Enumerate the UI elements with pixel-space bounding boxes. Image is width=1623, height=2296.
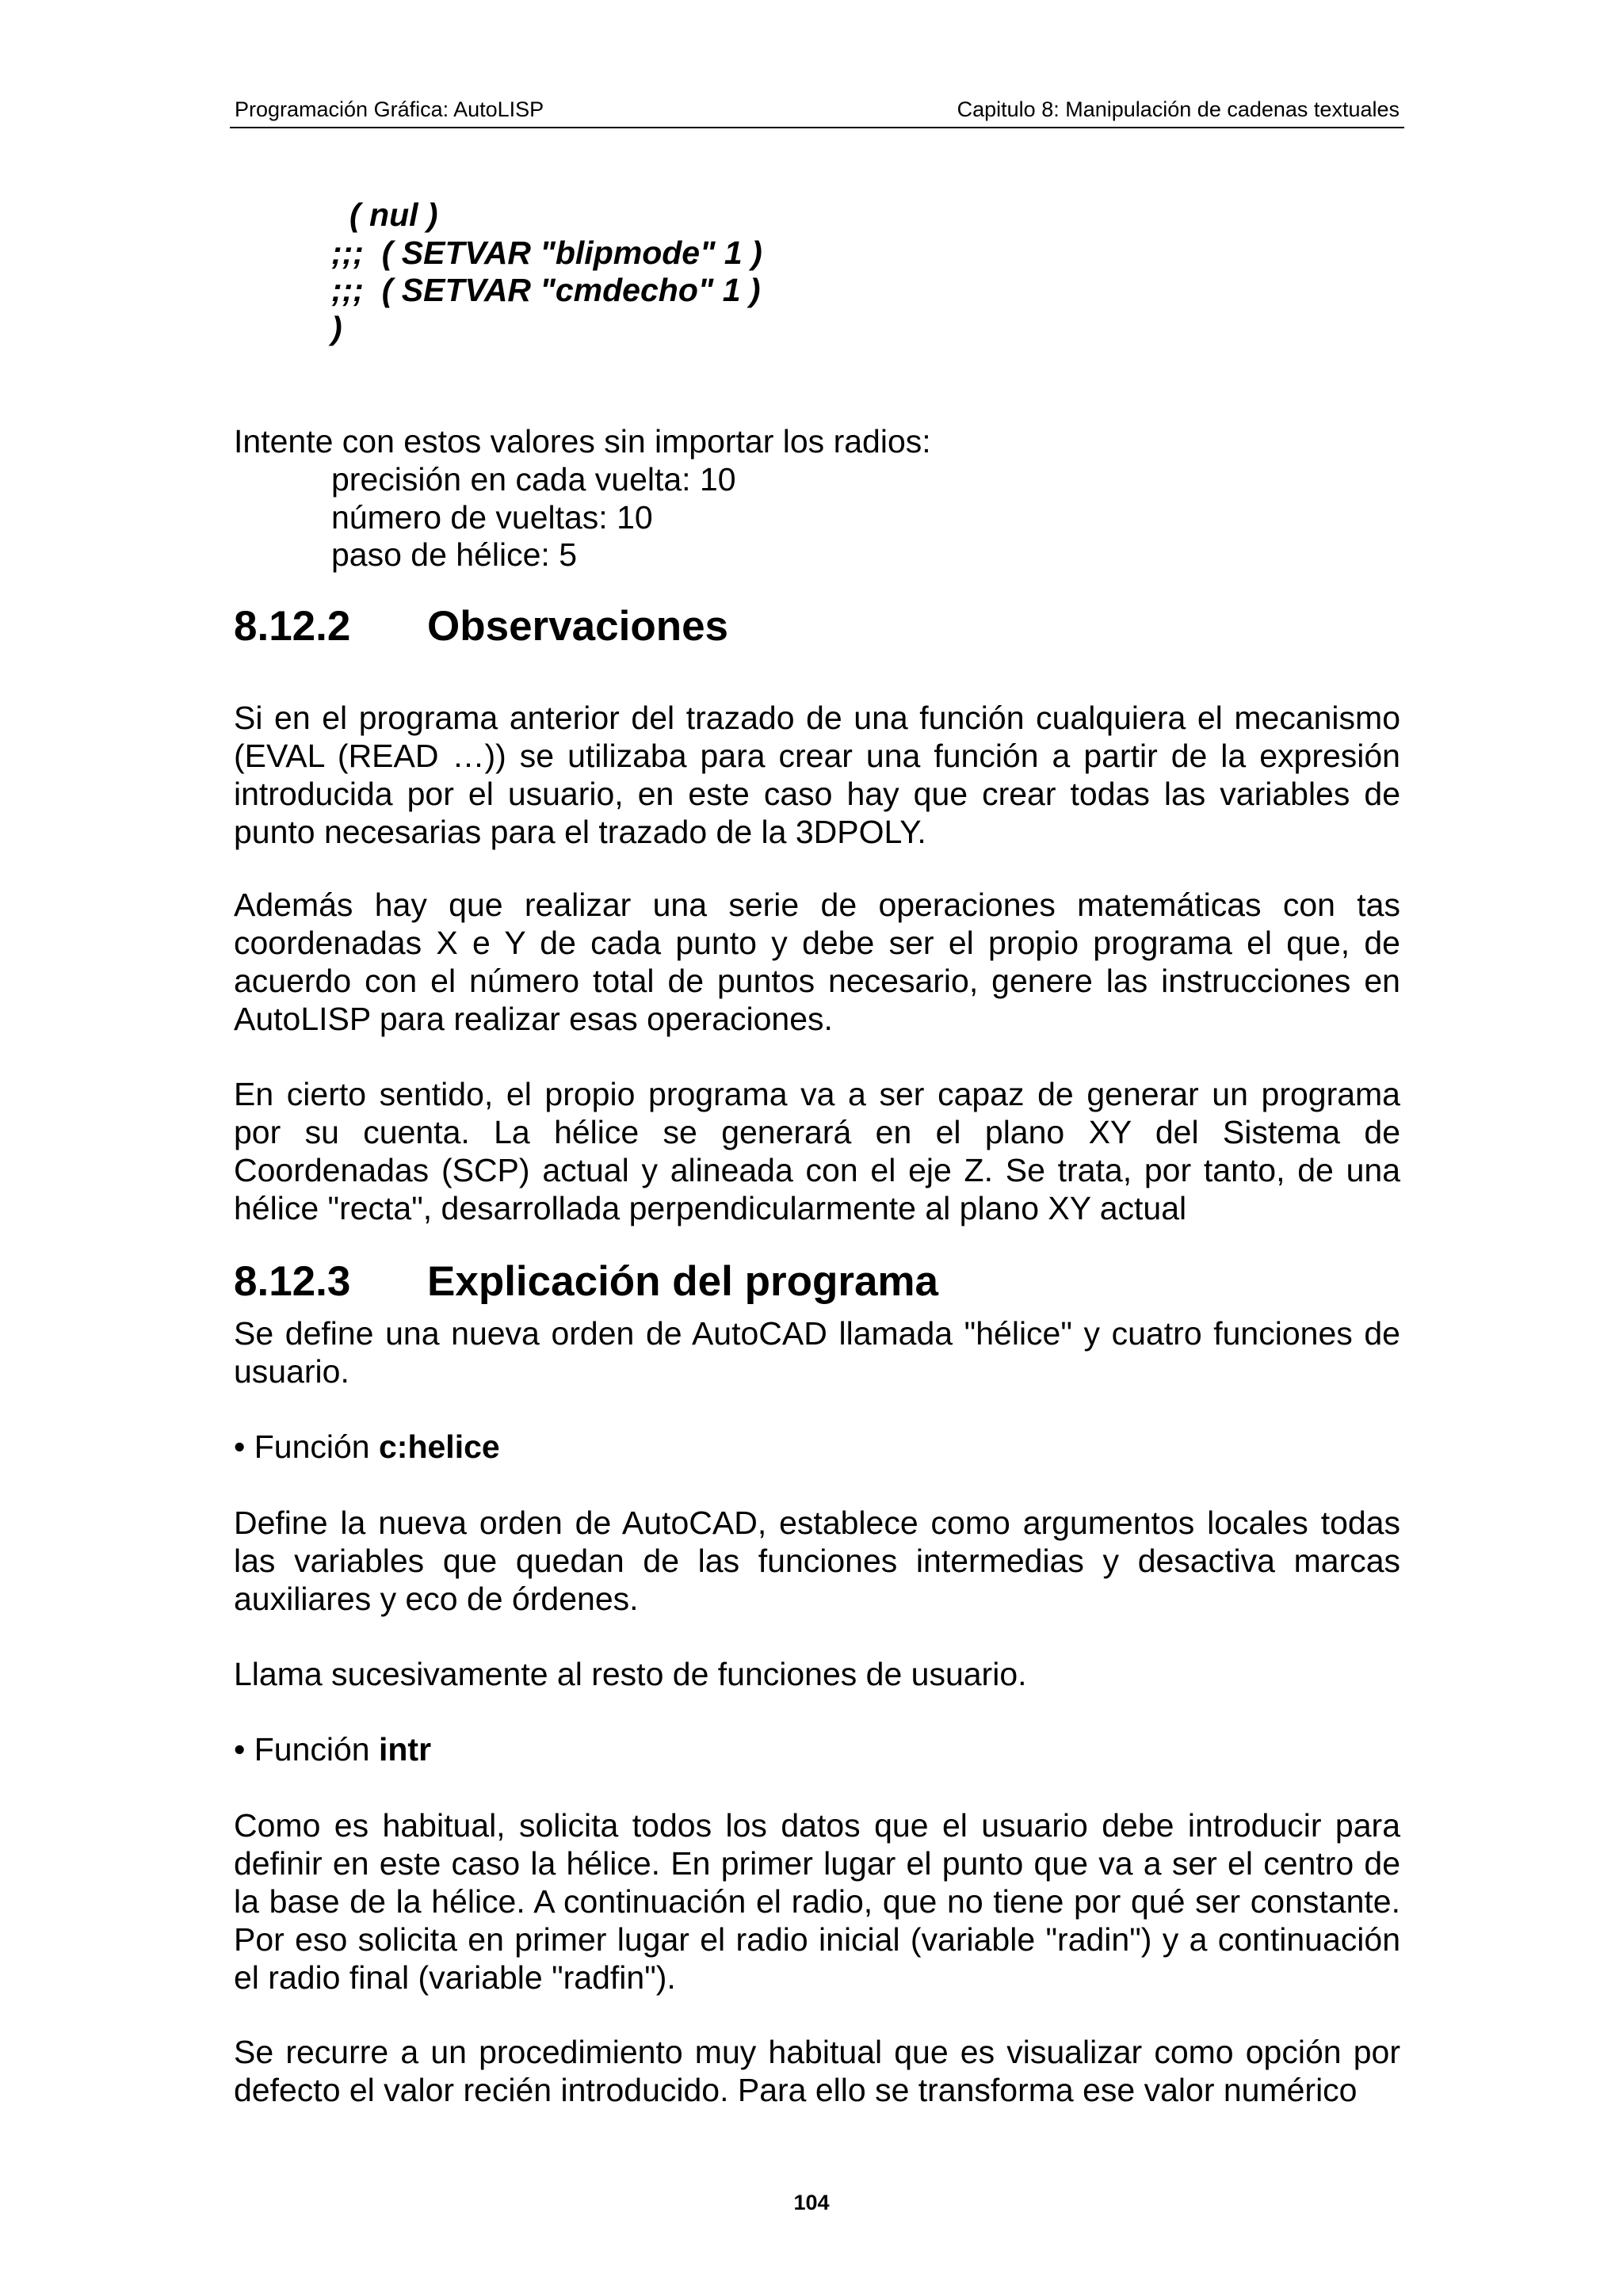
header-book-title: Programación Gráfica: AutoLISP	[235, 97, 544, 121]
paragraph: En cierto sentido, el propio programa va a ser capaz de generar un programa por su cuenta. La hélice se generará en el plano XY del Sistema de Coordenadas (SCP) actual y alineada con el eje Z. Se trata, por tanto, de una hélice "recta", desarrollada perpendicularmente al plano XY actual	[234, 1076, 1400, 1226]
section-heading	[234, 1258, 938, 1306]
code-line: ( nul )	[349, 196, 438, 233]
section-title: Explicación del programa	[427, 1258, 939, 1305]
section-number: 8.12.2	[234, 603, 351, 650]
section-heading	[234, 603, 728, 650]
value-item: paso de hélice: 5	[331, 536, 578, 573]
code-line: ;;; ( SETVAR "blipmode" 1 )	[331, 235, 762, 271]
paragraph: Se recurre a un procedimiento muy habitual que es visualizar como opción por defecto el valor recién introducido. Para ello se transforma ese valor numérico	[234, 2034, 1400, 2108]
running-header	[230, 92, 1404, 128]
function-name: intr	[379, 1731, 432, 1768]
function-bullet	[234, 1428, 500, 1466]
paragraph: Como es habitual, solicita todos los datos que el usuario debe introducir para definir en este caso la hélice. En primer lugar el punto que va a ser el centro de la base de la hélice. A continuación el radio, que no tiene por qué ser constante. Por eso solicita en primer lugar el radio inicial (variable "radin") y a continuación el radio final (variable "radfin").	[234, 1807, 1400, 1996]
section-number: 8.12.3	[234, 1258, 351, 1305]
code-line: )	[331, 310, 342, 346]
code-line: ;;; ( SETVAR "cmdecho" 1 )	[331, 272, 761, 308]
paragraph: Llama sucesivamente al resto de funciones de usuario.	[234, 1656, 1027, 1692]
paragraph: Se define una nueva orden de AutoCAD llamada "hélice" y cuatro funciones de usuario.	[234, 1315, 1400, 1390]
paragraph: Define la nueva orden de AutoCAD, establece como argumentos locales todas las variables que quedan de las funciones intermedias y desactiva marcas auxiliares y eco de órdenes.	[234, 1505, 1400, 1617]
bullet-prefix: • Función	[234, 1428, 379, 1465]
value-item: precisión en cada vuelta: 10	[331, 461, 736, 498]
value-item: número de vueltas: 10	[331, 499, 653, 536]
function-name: c:helice	[379, 1428, 500, 1465]
bullet-prefix: • Función	[234, 1731, 379, 1768]
function-bullet	[234, 1730, 431, 1768]
paragraph: Además hay que realizar una serie de operaciones matemáticas con tas coordenadas X e Y de cada punto y debe ser el propio programa el que, de acuerdo con el número total de puntos necesario, genere las instrucciones en AutoLISP para realizar esas operaciones.	[234, 887, 1400, 1037]
paragraph: Si en el programa anterior del trazado de una función cualquiera el mecanismo (EVAL (READ …)) se utilizaba para crear una función a partir de la expresión introducida por el usuario, en este caso hay que crear todas las variables de punto necesarias para el trazado de la 3DPOLY.	[234, 700, 1400, 850]
section-title: Observaciones	[427, 603, 729, 650]
header-chapter-title: Capitulo 8: Manipulación de cadenas textuales	[957, 97, 1400, 121]
page-number: 104	[793, 2191, 830, 2214]
intro-text: Intente con estos valores sin importar los radios:	[234, 423, 931, 460]
